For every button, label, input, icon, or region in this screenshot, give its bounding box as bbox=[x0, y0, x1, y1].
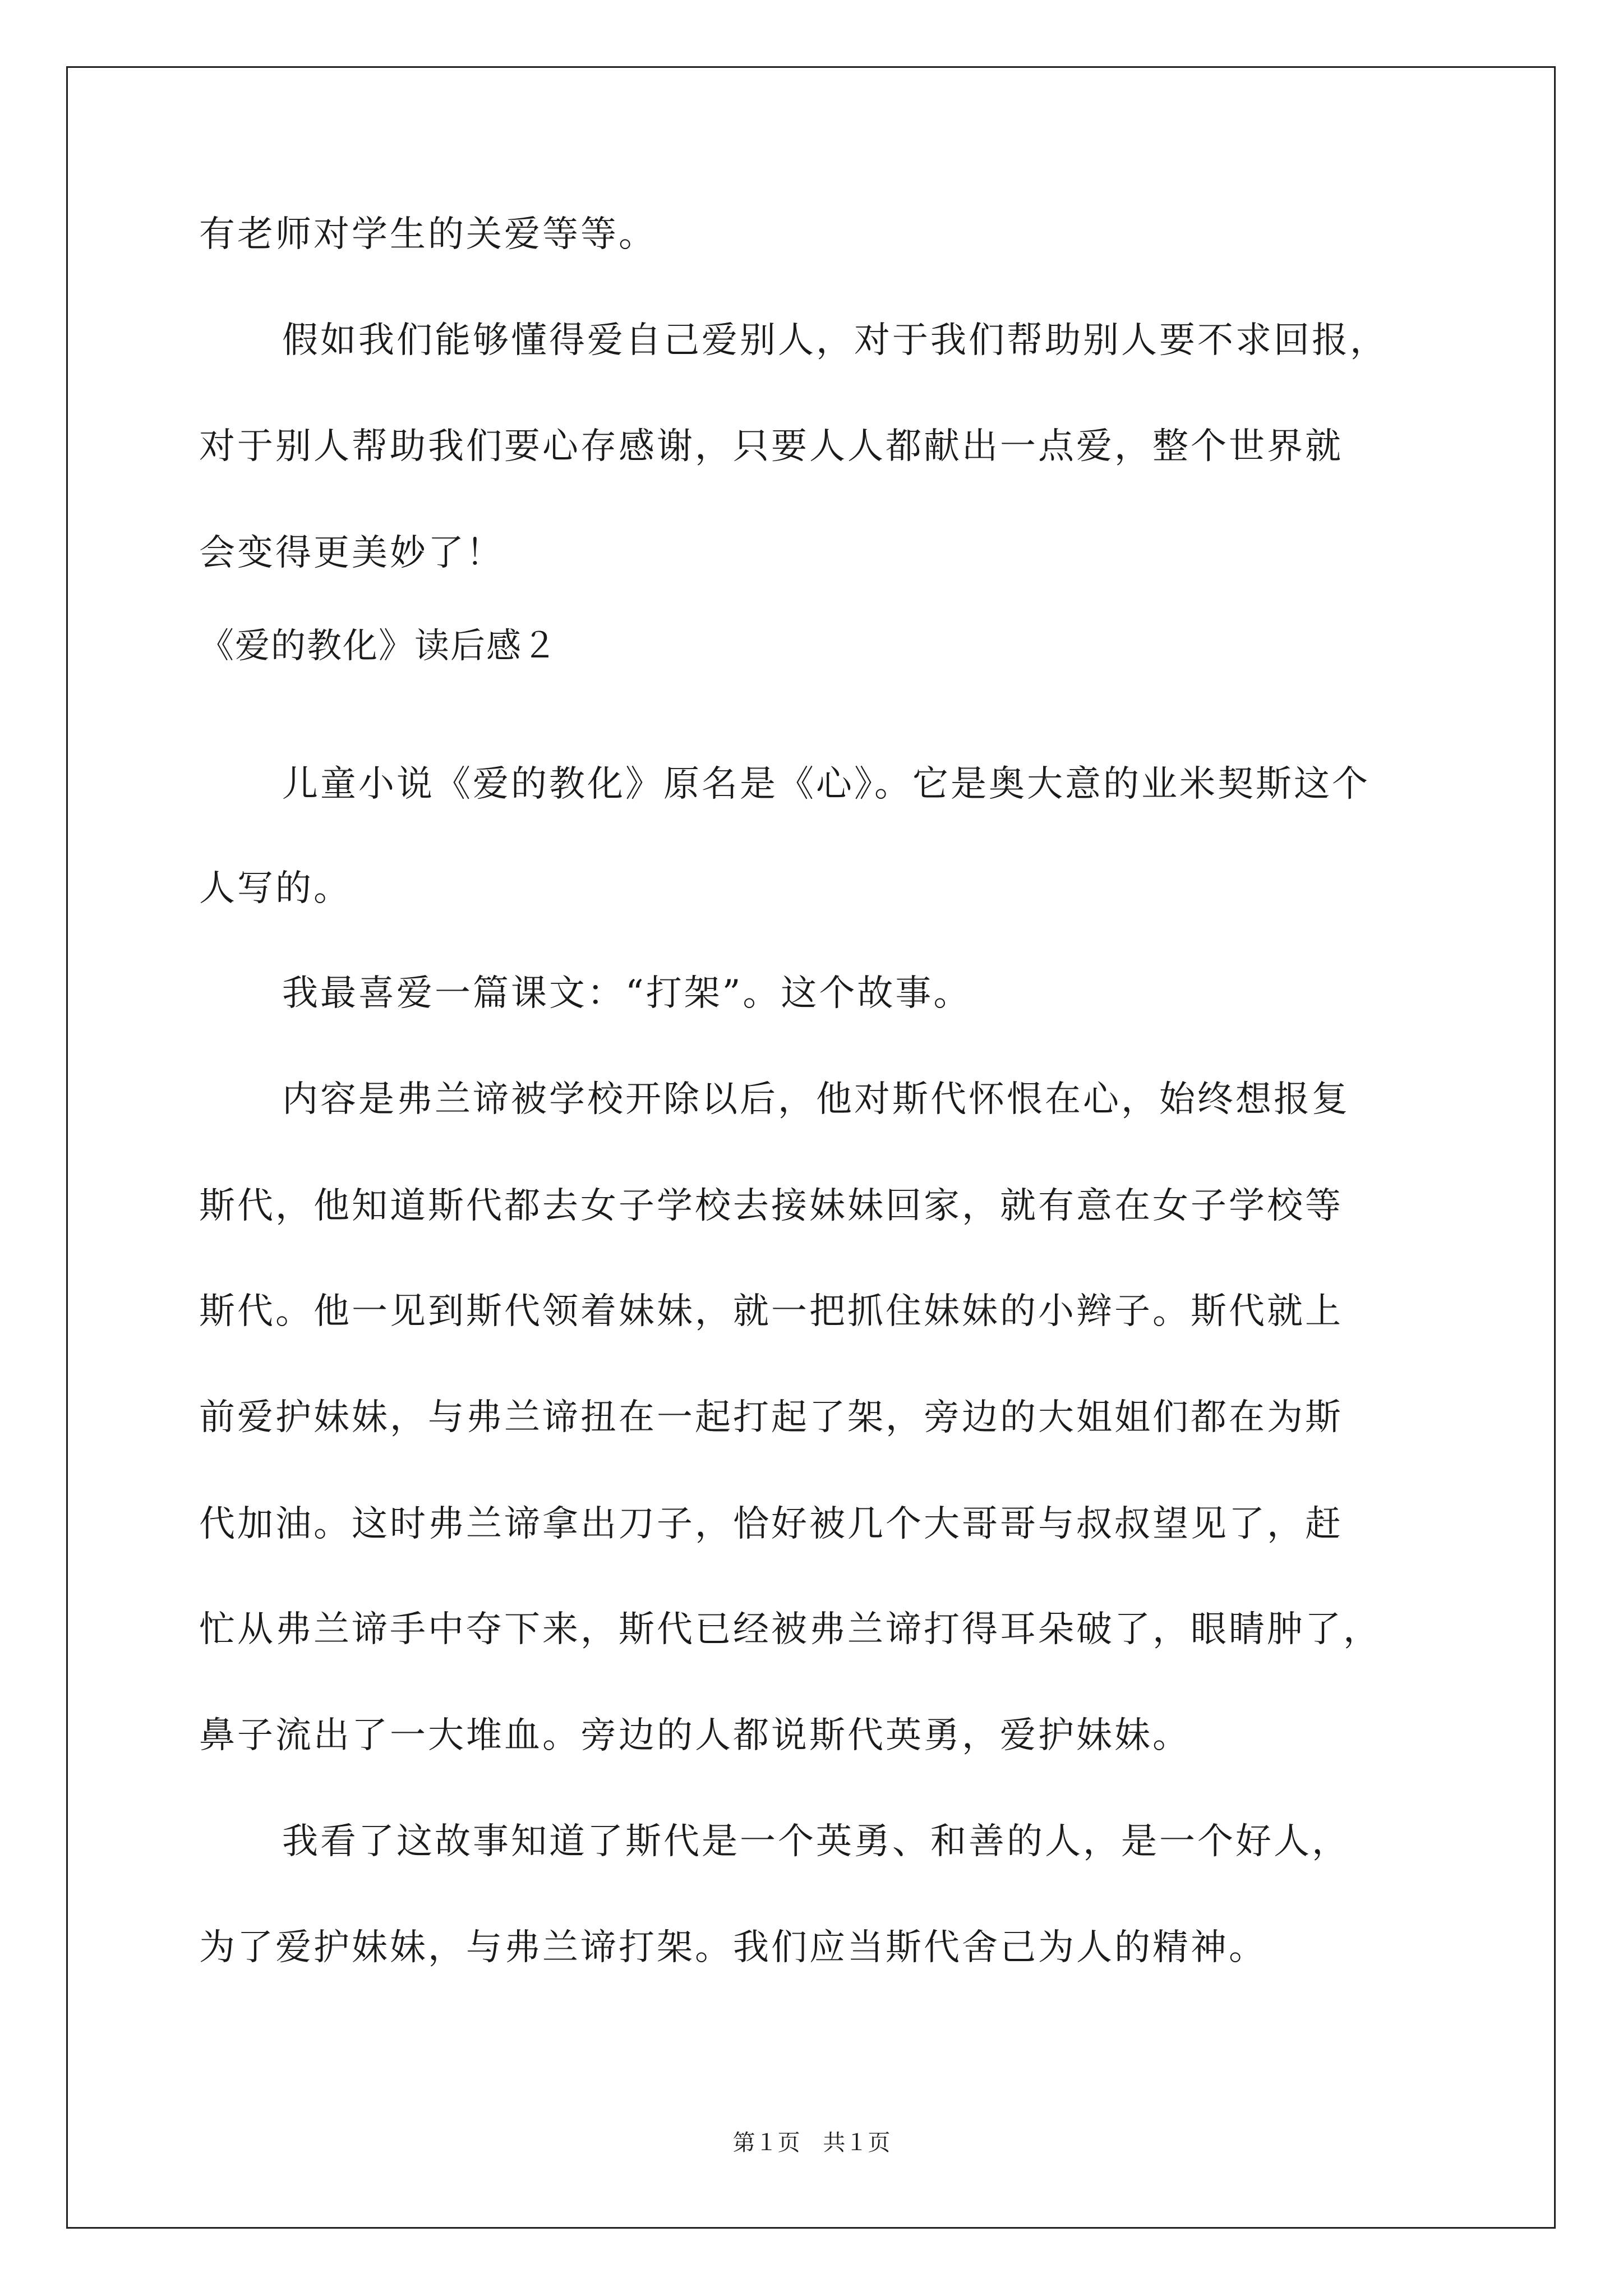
page-total: 共１页 bbox=[823, 2130, 891, 2156]
text-line: 鼻子流出了一大堆血。旁边的人都说斯代英勇，爱护妹妹。 bbox=[199, 1715, 1191, 1756]
text-line: 斯代，他知道斯代都去女子学校去接妹妹回家，就有意在女子学校等 bbox=[199, 1185, 1343, 1227]
paragraph-line: 内容是弗兰谛被学校开除以后，他对斯代怀恨在心，始终想报复 bbox=[282, 1079, 1350, 1120]
paragraph-line: 儿童小说《爱的教化》原名是《心》。它是奥大意的业米契斯这个 bbox=[282, 763, 1370, 805]
text-line: 有老师对学生的关爱等等。 bbox=[199, 214, 657, 255]
page-border bbox=[66, 66, 1556, 2229]
text-line: 人写的。 bbox=[199, 868, 352, 909]
text-line: 为了爱护妹妹，与弗兰谛打架。我们应当斯代舍己为人的精神。 bbox=[199, 1927, 1267, 1968]
text-line: 前爱护妹妹，与弗兰谛扭在一起打起了架，旁边的大姐姐们都在为斯 bbox=[199, 1397, 1343, 1438]
paragraph-line: 我看了这故事知道了斯代是一个英勇、和善的人，是一个好人， bbox=[282, 1821, 1350, 1862]
paragraph-line: 我最喜爱一篇课文：“打架”。这个故事。 bbox=[282, 973, 972, 1014]
section-heading: 《爱的教化》读后感２ bbox=[199, 625, 559, 666]
text-line: 忙从弗兰谛手中夺下来，斯代已经被弗兰谛打得耳朵破了，眼睛肿了， bbox=[199, 1609, 1381, 1650]
paragraph-line: 假如我们能够懂得爱自己爱别人，对于我们帮助别人要不求回报， bbox=[282, 320, 1388, 361]
text-line: 代加油。这时弗兰谛拿出刀子，恰好被几个大哥哥与叔叔望见了，赶 bbox=[199, 1503, 1343, 1545]
page-number: 第１页 bbox=[732, 2130, 800, 2156]
text-line: 对于别人帮助我们要心存感谢，只要人人都献出一点爱，整个世界就 bbox=[199, 426, 1343, 467]
page-footer bbox=[0, 2129, 1623, 2157]
text-line: 会变得更美妙了！ bbox=[199, 532, 504, 574]
text-line: 斯代。他一见到斯代领着妹妹，就一把抓住妹妹的小辫子。斯代就上 bbox=[199, 1291, 1343, 1332]
